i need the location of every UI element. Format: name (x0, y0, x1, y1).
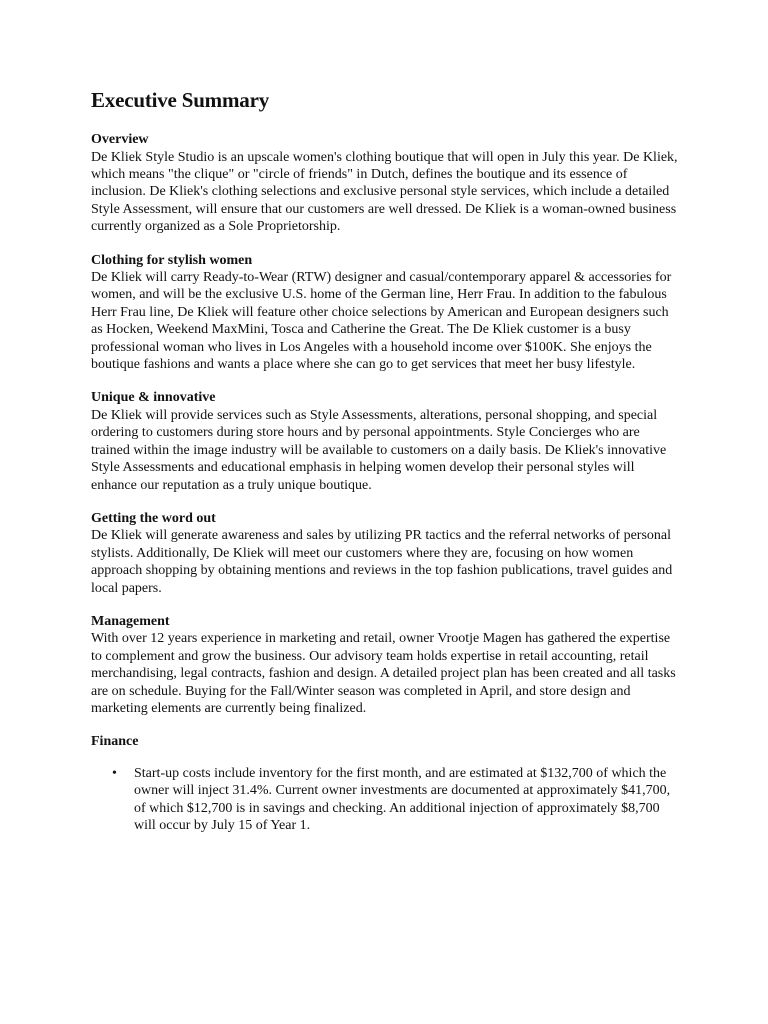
section-heading-finance: Finance (91, 734, 139, 750)
section-body-management: With over 12 years experience in marketing and retail, owner Vrootje Magen has gathered the expertise to complement and grow the business. Our advisory team holds expertise in retail accounting, retail merchandising, legal contracts, fashion and design. A detailed project plan has been created and all tasks are on schedule. Buying for the Fall/Winter season was completed in April, and store design and marketing elements are currently being finalized. (91, 631, 676, 716)
section-management (91, 613, 681, 717)
page-title: Executive Summary (91, 88, 269, 112)
finance-bullet-text: Start-up costs include inventory for the first month, and are estimated at $132,700 of which the owner will inject 31.4%. Current owner investments are documented at approximately $41,700, of which $12,700 is in savings and checking. An additional injection of approximately $8,700 will occur by July 15 of Year 1. (134, 765, 671, 833)
bullet-icon: • (112, 765, 117, 781)
section-finance (91, 733, 681, 834)
section-overview (91, 131, 681, 235)
section-body-unique: De Kliek will provide services such as Style Assessments, alterations, personal shopping, and special ordering to customers during store hours and by personal appointments. Style Concierges who are trained within the image industry will be available to customers on a daily basis. De Kliek's innovative Style Assessments and educational emphasis in helping women develop their personal styles will enhance our reputation as a truly unique boutique. (91, 407, 667, 493)
section-body-word-out: De Kliek will generate awareness and sales by utilizing PR tactics and the referral networks of personal stylists. Additionally, De Kliek will meet our customers where they are, focusing on how women approach shopping by obtaining mentions and reviews in the top fashion publications, travel guides and local papers. (91, 528, 673, 596)
section-heading-management: Management (91, 613, 170, 629)
section-body-clothing: De Kliek will carry Ready-to-Wear (RTW) designer and casual/contemporary apparel & accessories for women, and will be the exclusive U.S. home of the German line, Herr Frau. In addition to the fabulous Herr Frau line, De Kliek will feature other choice selections by American and European designers such as Hocken, Weekend MaxMini, Tosca and Catherine the Great. The De Kliek customer is a busy professional woman who lives in Los Angeles with a household income over $100K. She enjoys the boutique fashions and wants a place where she can go to get services that meet her busy lifestyle. (91, 270, 672, 373)
finance-bullet-list (91, 765, 681, 835)
section-clothing (91, 252, 681, 374)
document-page (91, 88, 681, 850)
section-heading-word-out: Getting the word out (91, 510, 216, 526)
section-heading-clothing: Clothing for stylish women (91, 252, 253, 268)
section-unique (91, 389, 681, 493)
section-word-out (91, 510, 681, 597)
section-body-overview: De Kliek Style Studio is an upscale women's clothing boutique that will open in July this year. De Kliek, which means "the clique" or "circle of friends" in Dutch, defines the boutique and its essence of inclusion. De Kliek's clothing selections and exclusive personal style services, which include a detailed Style Assessment, will ensure that our customers are well dressed. De Kliek is a woman-owned business currently organized as a Sole Proprietorship. (91, 149, 678, 235)
section-heading-overview: Overview (91, 132, 149, 148)
section-heading-unique: Unique & innovative (91, 390, 216, 406)
list-item (91, 765, 681, 835)
